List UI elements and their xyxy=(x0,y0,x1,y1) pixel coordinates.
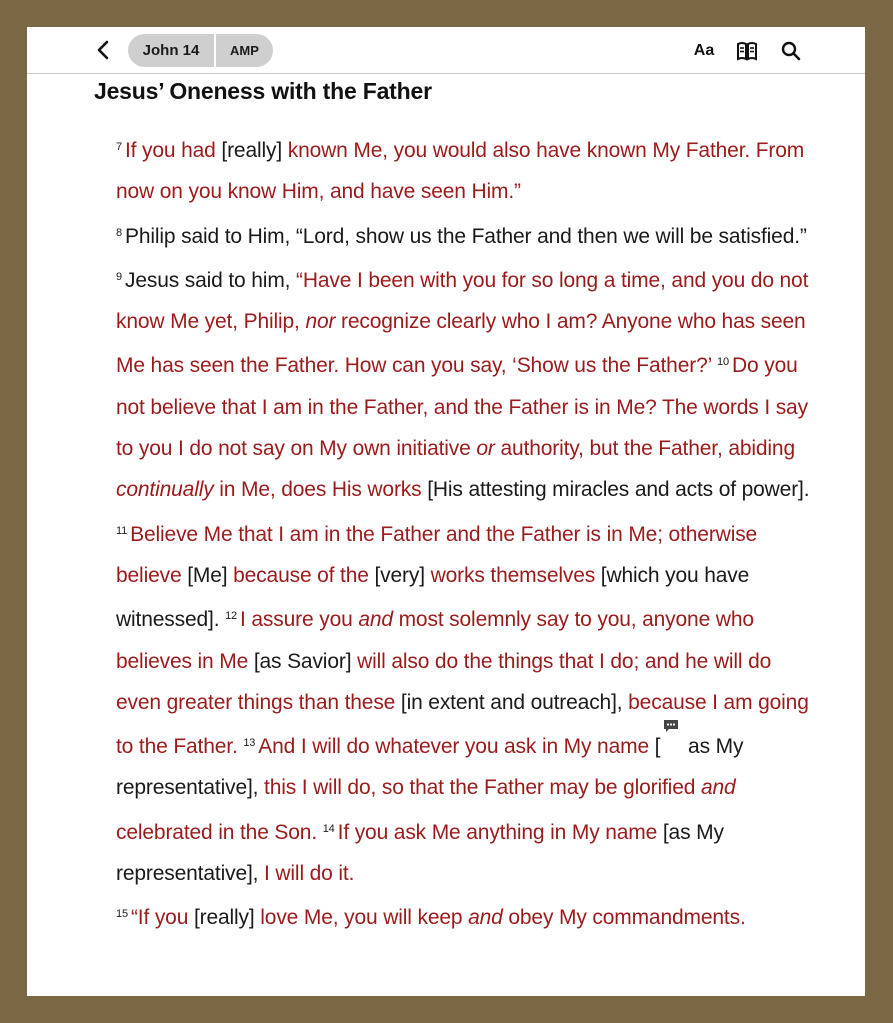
verse-12[interactable]: $^{12}$ I assure you and most solemnly say to you, anyone who believes in Me [as Savior] will also do the things that I do; and he will do even greater things than these [in extent and outreach], because I am going to the Father. xyxy=(116,608,809,759)
footnote-comment-icon[interactable] xyxy=(660,725,682,743)
chapter-text xyxy=(94,127,810,939)
verse-number: 13 xyxy=(243,737,256,750)
chevron-left-icon xyxy=(97,40,109,60)
search-icon xyxy=(781,41,801,61)
verse-14[interactable]: $^{14}$ If you ask Me anything in My name [as My representative], I will do it. xyxy=(116,820,724,886)
text-settings-button[interactable]: Aa xyxy=(693,42,715,59)
verse-number: 7 xyxy=(116,141,122,153)
back-button[interactable] xyxy=(93,37,113,63)
passage-selector xyxy=(128,34,273,67)
verse-8[interactable]: $^8$ Philip said to Him, “Lord, show us the Father and then we will be satisfied.” xyxy=(116,224,807,248)
verse-number: 15 xyxy=(116,908,128,921)
top-navigation-bar xyxy=(27,27,865,74)
verse-number: 12 xyxy=(225,610,238,623)
verse-number: 8 xyxy=(116,226,122,239)
verse-number: 11 xyxy=(116,524,128,537)
verse-13[interactable]: $^{13}$ And I will do whatever you ask in My name [ as My representative], this I will do, so that the Father may be glorified and celebrated in the Son. xyxy=(116,735,743,844)
version-button[interactable]: AMP xyxy=(230,43,259,58)
verse-10[interactable]: $^{10}$ Do you not believe that I am in the Father, and the Father is in Me? The words I say to you I do not say on My own initiative or authority, but the Father, abiding continually in Me, does His works [His attesting miracles and acts of power]. xyxy=(116,354,810,502)
paragraph xyxy=(94,213,810,895)
paragraph xyxy=(94,127,810,213)
verse-number: 14 xyxy=(322,822,335,835)
verse-9[interactable]: $^9$ Jesus said to him, “Have I been with you for so long a time, and you do not know Me yet, Philip, nor recognize clearly who I am? Anyone who has seen Me has seen the Father. How can you say, ‘Show us the Father?’ xyxy=(116,268,809,378)
search-button[interactable] xyxy=(779,39,803,63)
parallel-button[interactable] xyxy=(734,39,760,63)
verse-15[interactable]: $^{15}$ “If you [really] love Me, you will keep and obey My commandments. xyxy=(116,906,746,930)
book-open-icon xyxy=(736,41,758,61)
paragraph xyxy=(94,894,810,938)
section-heading: Jesus’ Oneness with the Father xyxy=(94,78,432,104)
verse-11[interactable]: $^{11}$ Believe Me that I am in the Father and the Father is in Me; otherwise believe [Me] because of the [very] works themselves [which you have witnessed]. xyxy=(116,522,758,632)
book-chapter-button[interactable]: John 14 xyxy=(128,34,216,67)
verse-number: 10 xyxy=(717,356,729,369)
verse-number: 9 xyxy=(116,270,122,283)
verse-7[interactable]: $^7$ If you had [really] known Me, you would also have known My Father. From now on you know Him, and have seen Him.” xyxy=(116,139,805,204)
reader-screen xyxy=(27,27,865,996)
